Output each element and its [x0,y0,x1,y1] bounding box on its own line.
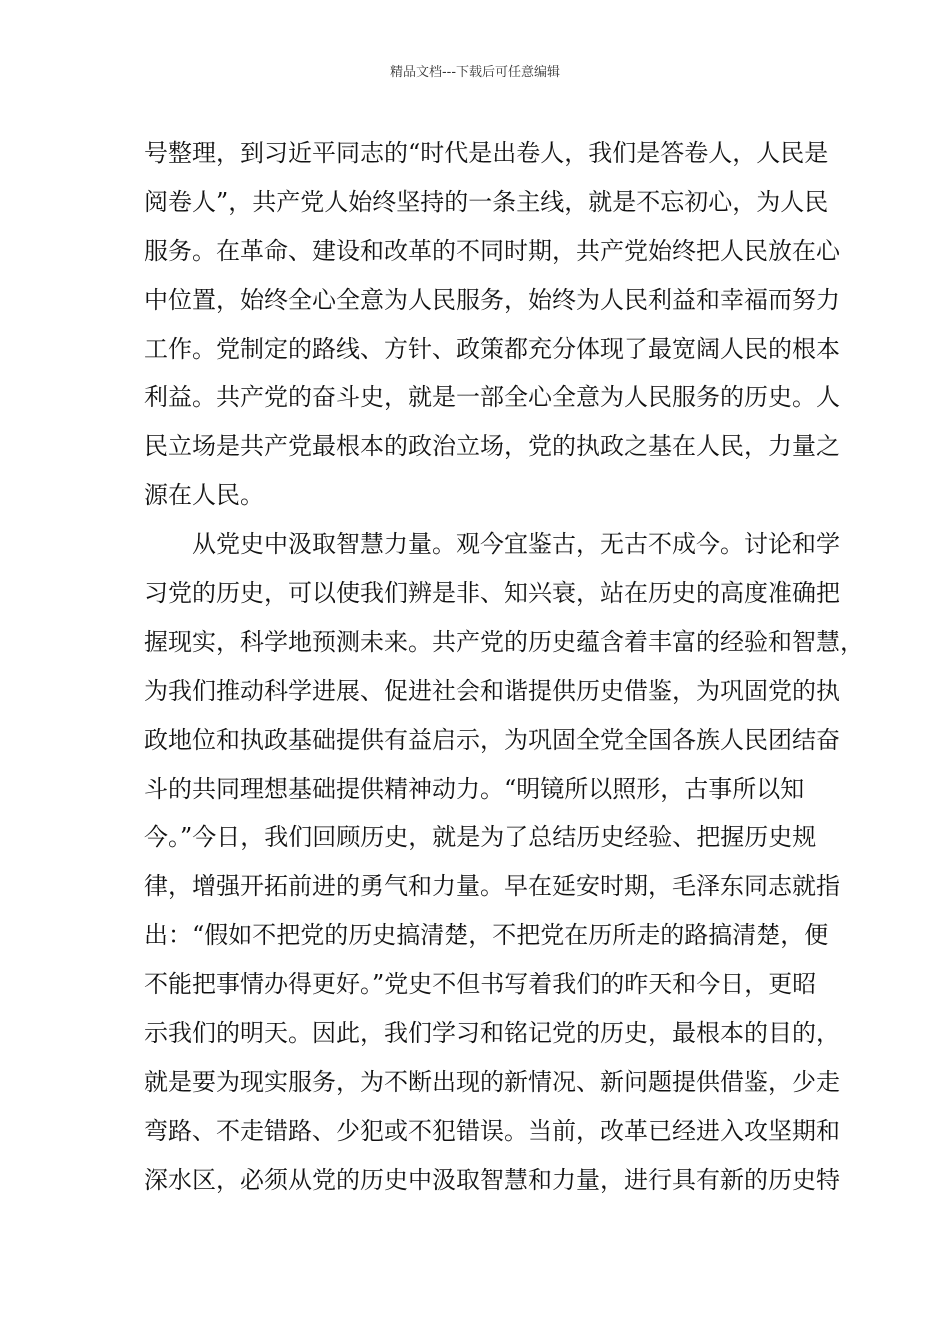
paragraph-1 [144,129,840,520]
text-line: 斗的共同理想基础提供精神动力。“明镜所以照形，古事所以知 [144,774,805,803]
text-line: 利益。共产党的奋斗史，就是一部全心全意为人民服务的历史。人 [144,383,840,412]
text-line: 习党的历史，可以使我们辨是非、知兴衰，站在历史的高度准确把 [144,579,840,608]
text-line: 示我们的明天。因此，我们学习和铭记党的历史，最根本的目的， [144,1019,840,1048]
text-line: 民立场是共产党最根本的政治立场，党的执政之基在人民，力量之 [144,432,840,461]
text-line: 阅卷人”，共产党人始终坚持的一条主线，就是不忘初心，为人民 [144,187,829,216]
text-line: 今。”今日，我们回顾历史，就是为了总结历史经验、把握历史规 [144,823,817,852]
text-line: 服务。在革命、建设和改革的不同时期，共产党始终把人民放在心 [144,236,840,265]
text-line: 就是要为现实服务，为不断出现的新情况、新问题提供借鉴，少走 [144,1067,840,1096]
text-line: 政地位和执政基础提供有益启示，为巩固全党全国各族人民团结奋 [144,725,840,754]
paragraph-2 [144,520,864,1204]
text-line: 深水区，必须从党的历史中汲取智慧和力量，进行具有新的历史特 [144,1165,840,1194]
text-line: 源在人民。 [144,481,264,510]
text-line: 工作。党制定的路线、方针、政策都充分体现了最宽阔人民的根本 [144,334,840,363]
text-line: 弯路、不走错路、少犯或不犯错误。当前，改革已经进入攻坚期和 [144,1116,840,1145]
text-line: 出：“假如不把党的历史搞清楚，不把党在历所走的路搞清楚，便 [144,921,829,950]
text-line: 中位置，始终全心全意为人民服务，始终为人民利益和幸福而努力 [144,285,840,314]
text-line: 号整理，到习近平同志的“时代是出卷人，我们是答卷人，人民是 [144,139,829,167]
document-body [144,129,864,1205]
page-header: 精品文档---下载后可任意编辑 [389,65,561,80]
text-line: 不能把事情办得更好。”党史不但书写着我们的昨天和今日，更昭 [144,970,817,999]
text-line: 从党史中汲取智慧力量。观今宜鉴古，无古不成今。讨论和学 [144,530,840,559]
text-line: 为我们推动科学进展、促进社会和谐提供历史借鉴，为巩固党的执 [144,676,840,705]
text-line: 握现实，科学地预测未来。共产党的历史蕴含着丰富的经验和智慧， [144,627,864,656]
text-line: 律，增强开拓前进的勇气和力量。早在延安时期，毛泽东同志就指 [144,872,840,901]
